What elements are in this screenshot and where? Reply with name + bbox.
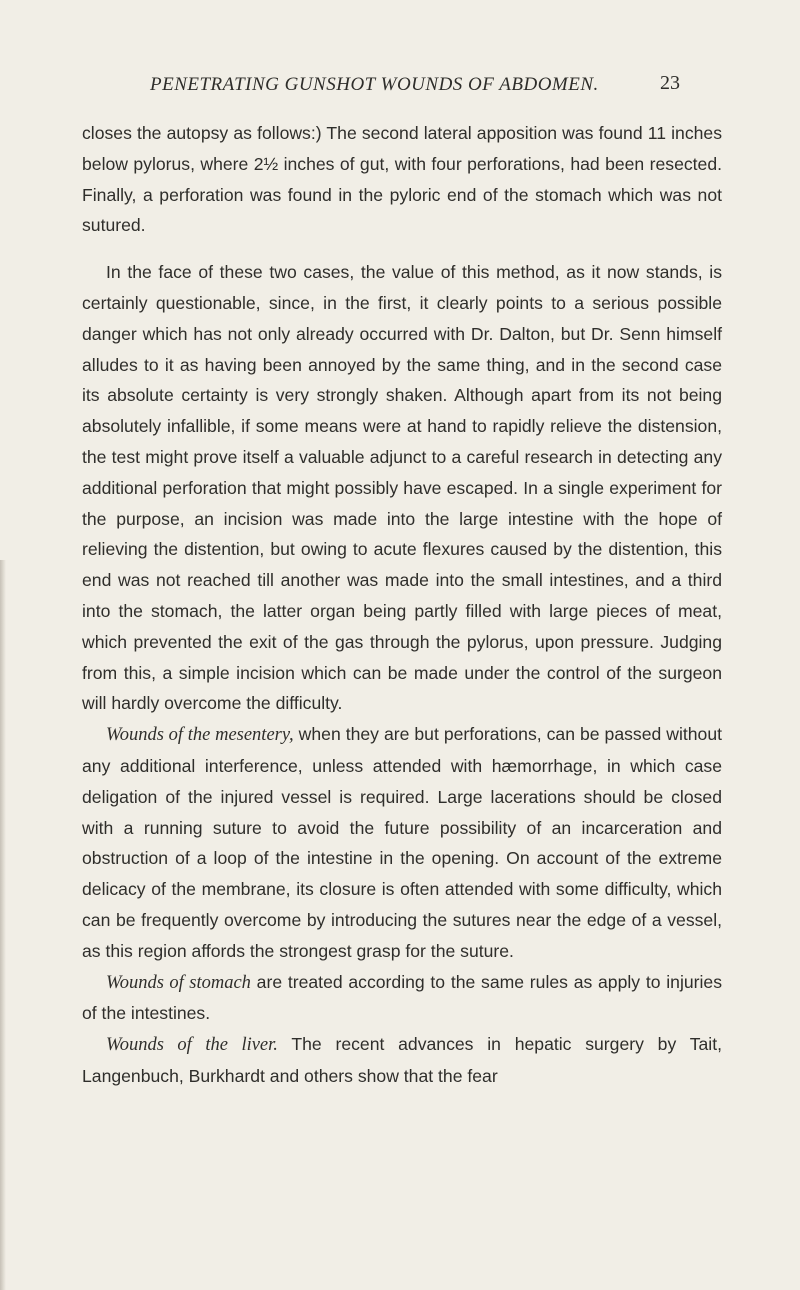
running-head: PENETRATING GUNSHOT WOUNDS OF ABDOMEN. bbox=[150, 74, 599, 95]
paragraph-lead-liver: Wounds of the liver. bbox=[106, 1035, 278, 1056]
page-number: 23 bbox=[660, 72, 680, 94]
paragraph-stomach bbox=[82, 967, 722, 1030]
body-text bbox=[82, 118, 722, 1092]
paragraph-body-mesentery: when they are but perforations, can be passed without any additional interference, unless attended with hæmorrhage, in which case deligation of the injured vessel is required. Large lacerations should be closed with a running suture to avoid the future possibility of an incarceration and obstruction of a loop of the intestine in the opening. On account of the extreme delicacy of the membrane, its closure is often attended with some difficulty, which can be frequently overcome by introducing the sutures near the edge of a vessel, as this region affords the strongest grasp for the suture. bbox=[82, 724, 722, 961]
paragraph-mesentery bbox=[82, 719, 722, 966]
paragraph-continuation: closes the autopsy as follows:) The second lateral apposition was found 11 inches below pylorus, where 2½ inches of gut, with four perforations, had been resected. Finally, a perforation was found in the pyloric end of the stomach which was not sutured. bbox=[82, 123, 722, 236]
paragraph-method-value: In the face of these two cases, the value of this method, as it now stands, is certainly questionable, since, in the first, it clearly points to a serious possible danger which has not only already occurred with Dr. Dalton, but Dr. Senn himself alludes to it as having been annoyed by the same thing, and in the second case its absolute certainty is very strongly shaken. Although apart from its not being absolutely infallible, if some means were at hand to rapidly relieve the distension, the test might prove itself a valuable adjunct to a careful research in detecting any additional perforation that might possibly have escaped. In a single experiment for the purpose, an incision was made into the large intestine with the hope of relieving the distention, but owing to acute flexures caused by the distention, this end was not reached till another was made into the small intestines, and a third into the stomach, the latter organ being partly filled with large pieces of meat, which prevented the exit of the gas through the pylorus, upon pressure. Judging from this, a simple incision which can be made under the control of the surgeon will hardly overcome the difficulty. bbox=[82, 262, 722, 714]
paragraph-body-stomach: are treated according to the same rules as apply to injuries of the intestines. bbox=[82, 971, 722, 1024]
page-binding-shadow bbox=[0, 560, 6, 1290]
paragraph-liver bbox=[82, 1029, 722, 1092]
paragraph-body-liver: The recent advances in hepatic surgery by Tait, Langenbuch, Burkhardt and others show that the fear bbox=[82, 1034, 722, 1086]
paragraph-lead-stomach: Wounds of stomach bbox=[106, 972, 251, 993]
paragraph-lead-mesentery: Wounds of the mesentery, bbox=[106, 725, 294, 746]
